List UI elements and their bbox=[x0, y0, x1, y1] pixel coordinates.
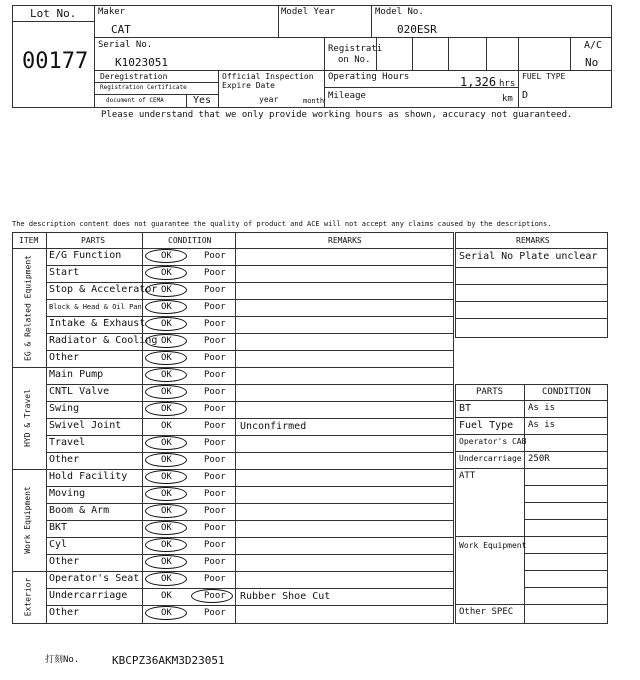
ok-option: OK bbox=[161, 489, 172, 499]
item-group-label: HYD & Travel bbox=[23, 389, 32, 447]
divider bbox=[570, 37, 571, 70]
deregistration-label: Deregistration bbox=[100, 72, 168, 81]
cema-label: document of CEMA bbox=[106, 97, 164, 104]
ok-selected-circle bbox=[145, 266, 187, 280]
part-name: Stop & Accelerator bbox=[49, 284, 158, 295]
item-group-label: Exterior bbox=[23, 577, 32, 616]
right-parts-header: PARTS bbox=[476, 387, 504, 397]
divider bbox=[12, 21, 94, 22]
part-name: Operator's Seat bbox=[49, 573, 140, 584]
ok-selected-circle bbox=[145, 487, 187, 501]
ok-selected-circle bbox=[145, 317, 187, 331]
divider bbox=[324, 37, 325, 108]
right-part-name: Operator's CAB bbox=[459, 437, 527, 446]
ac-label: A/C bbox=[584, 40, 603, 51]
part-name: Travel bbox=[49, 437, 86, 448]
right-row-divider bbox=[455, 434, 608, 435]
right-row-divider bbox=[524, 553, 608, 554]
row-divider bbox=[46, 350, 454, 351]
model-no-value: 020ESR bbox=[397, 23, 437, 36]
ok-option: OK bbox=[161, 268, 172, 278]
divider bbox=[455, 248, 608, 249]
maker-label: Maker bbox=[98, 7, 126, 17]
divider bbox=[448, 37, 449, 70]
ok-selected-circle bbox=[145, 453, 187, 467]
right-row-divider bbox=[524, 536, 608, 537]
right-row-divider bbox=[524, 485, 608, 486]
right-row-divider bbox=[524, 570, 608, 571]
ok-option: OK bbox=[161, 472, 172, 482]
ok-selected-circle bbox=[145, 504, 187, 518]
divider bbox=[94, 82, 218, 83]
divider bbox=[46, 232, 47, 624]
inspection-label-2: Expire Date bbox=[222, 81, 275, 90]
ok-selected-circle bbox=[145, 606, 187, 620]
poor-option: Poor bbox=[204, 404, 226, 414]
description-notice: The description content does not guarantee the quality of product and ACE will not accept any claims caused by the descriptions. bbox=[12, 220, 552, 228]
ac-value: No bbox=[585, 56, 599, 69]
divider bbox=[455, 267, 608, 268]
row-divider bbox=[46, 333, 454, 334]
row-divider bbox=[46, 418, 454, 419]
row-divider bbox=[12, 367, 454, 368]
item-header: ITEM bbox=[19, 236, 39, 245]
part-name: Radiator & Cooling bbox=[49, 335, 158, 346]
poor-option: Poor bbox=[204, 489, 226, 499]
ok-selected-circle bbox=[145, 572, 187, 586]
divider bbox=[186, 94, 187, 108]
operating-hours-label: Operating Hours bbox=[328, 72, 410, 82]
divider bbox=[486, 37, 487, 70]
poor-option: Poor bbox=[204, 523, 226, 533]
right-row-divider bbox=[455, 417, 608, 418]
part-name: Swivel Joint bbox=[49, 420, 122, 431]
row-divider bbox=[12, 571, 454, 572]
part-name: Intake & Exhaust bbox=[49, 318, 146, 329]
divider bbox=[12, 248, 454, 249]
poor-option: Poor bbox=[204, 438, 226, 448]
ok-selected-circle bbox=[145, 402, 187, 416]
divider bbox=[278, 5, 279, 37]
ok-selected-circle bbox=[145, 368, 187, 382]
cema-value: Yes bbox=[193, 95, 212, 106]
row-divider bbox=[46, 401, 454, 402]
ok-option: OK bbox=[161, 421, 172, 431]
hours-notice: Please understand that we only provide working hours as shown, accuracy not guaranteed. bbox=[101, 110, 573, 120]
ok-option: OK bbox=[161, 319, 172, 329]
ok-selected-circle bbox=[145, 334, 187, 348]
row-divider bbox=[46, 588, 454, 589]
ok-selected-circle bbox=[145, 538, 187, 552]
divider bbox=[94, 5, 95, 108]
ok-option: OK bbox=[161, 523, 172, 533]
divider bbox=[518, 37, 519, 108]
right-row-divider bbox=[455, 451, 608, 452]
serial-label: Serial No. bbox=[98, 40, 153, 50]
part-name: Boom & Arm bbox=[49, 505, 110, 516]
ok-option: OK bbox=[161, 302, 172, 312]
right-row-divider bbox=[524, 604, 608, 605]
poor-option: Poor bbox=[204, 455, 226, 465]
poor-option: Poor bbox=[204, 285, 226, 295]
item-group-label: EG & Related Equipment bbox=[23, 254, 32, 361]
row-divider bbox=[46, 452, 454, 453]
lot-label: Lot No. bbox=[30, 7, 77, 20]
ok-option: OK bbox=[161, 591, 172, 601]
ok-selected-circle bbox=[145, 283, 187, 297]
footer-label: 打刻No. bbox=[45, 655, 80, 665]
part-name: CNTL Valve bbox=[49, 386, 110, 397]
part-name: Start bbox=[49, 267, 80, 278]
ok-selected-circle bbox=[145, 300, 187, 314]
ok-option: OK bbox=[161, 353, 172, 363]
row-divider bbox=[46, 316, 454, 317]
ok-option: OK bbox=[161, 438, 172, 448]
right-row-divider bbox=[524, 519, 608, 520]
right-remarks-title: REMARKS bbox=[516, 236, 550, 245]
maker-value: CAT bbox=[111, 23, 131, 36]
divider bbox=[412, 37, 413, 70]
ok-option: OK bbox=[161, 404, 172, 414]
divider bbox=[94, 37, 612, 38]
ok-selected-circle bbox=[145, 470, 187, 484]
poor-selected-circle bbox=[191, 589, 233, 603]
km-unit: km bbox=[502, 94, 513, 104]
ok-selected-circle bbox=[145, 436, 187, 450]
ok-option: OK bbox=[161, 574, 172, 584]
poor-option: Poor bbox=[204, 336, 226, 346]
part-name: Main Pump bbox=[49, 369, 104, 380]
row-divider bbox=[12, 469, 454, 470]
poor-option: Poor bbox=[204, 608, 226, 618]
poor-option: Poor bbox=[204, 319, 226, 329]
poor-option: Poor bbox=[204, 370, 226, 380]
ok-option: OK bbox=[161, 387, 172, 397]
poor-option: Poor bbox=[204, 472, 226, 482]
work-equipment-label: Work Equipment bbox=[459, 541, 527, 550]
divider bbox=[524, 384, 525, 624]
poor-option: Poor bbox=[204, 557, 226, 567]
poor-option: Poor bbox=[204, 251, 226, 261]
section-divider bbox=[455, 604, 524, 605]
condition-header: CONDITION bbox=[168, 236, 212, 245]
right-row-divider bbox=[524, 502, 608, 503]
right-part-condition: As is bbox=[528, 420, 556, 430]
right-condition-header: CONDITION bbox=[542, 387, 591, 397]
row-divider bbox=[46, 605, 454, 606]
month-label: month bbox=[303, 97, 325, 105]
ok-selected-circle bbox=[145, 521, 187, 535]
divider bbox=[324, 70, 612, 71]
part-name: Block & Head & Oil Pan bbox=[49, 303, 142, 311]
registration-label-2: on No. bbox=[338, 55, 371, 65]
poor-option: Poor bbox=[204, 591, 226, 601]
fuel-type-value: D bbox=[522, 90, 529, 101]
ok-option: OK bbox=[161, 557, 172, 567]
poor-option: Poor bbox=[204, 506, 226, 516]
ok-option: OK bbox=[161, 506, 172, 516]
divider bbox=[455, 284, 608, 285]
right-part-name: Undercarriage bbox=[459, 454, 522, 463]
right-row-divider bbox=[524, 587, 608, 588]
model-year-label: Model Year bbox=[281, 7, 336, 17]
ok-option: OK bbox=[161, 370, 172, 380]
part-name: Swing bbox=[49, 403, 80, 414]
part-name: Other bbox=[49, 454, 80, 465]
att-label: ATT bbox=[459, 471, 476, 481]
ok-option: OK bbox=[161, 285, 172, 295]
ok-option: OK bbox=[161, 455, 172, 465]
right-part-name: Fuel Type bbox=[459, 420, 514, 431]
divider bbox=[455, 318, 608, 319]
row-divider bbox=[46, 299, 454, 300]
ok-option: OK bbox=[161, 540, 172, 550]
poor-option: Poor bbox=[204, 353, 226, 363]
right-row-divider bbox=[455, 400, 608, 401]
lot-number: 00177 bbox=[22, 49, 89, 74]
poor-option: Poor bbox=[204, 421, 226, 431]
model-no-label: Model No. bbox=[375, 7, 424, 17]
section-divider bbox=[455, 536, 524, 537]
right-part-condition: As is bbox=[528, 403, 556, 413]
row-divider bbox=[46, 503, 454, 504]
part-name: Moving bbox=[49, 488, 86, 499]
row-divider bbox=[46, 520, 454, 521]
poor-option: Poor bbox=[204, 387, 226, 397]
row-divider bbox=[46, 384, 454, 385]
row-divider bbox=[46, 435, 454, 436]
part-name: Other bbox=[49, 607, 80, 618]
right-row-divider bbox=[455, 468, 608, 469]
part-name: BKT bbox=[49, 522, 68, 533]
ok-option: OK bbox=[161, 251, 172, 261]
other-spec-label: Other SPEC bbox=[459, 607, 514, 617]
divider bbox=[371, 5, 372, 37]
ok-selected-circle bbox=[145, 385, 187, 399]
poor-option: Poor bbox=[204, 574, 226, 584]
part-name: Hold Facility bbox=[49, 471, 128, 482]
operating-hours-value: 1,326 bbox=[460, 75, 497, 89]
row-divider bbox=[46, 537, 454, 538]
divider bbox=[235, 232, 236, 624]
row-divider bbox=[46, 486, 454, 487]
remarks-header: REMARKS bbox=[328, 236, 362, 245]
row-divider bbox=[46, 554, 454, 555]
right-part-name: BT bbox=[459, 403, 472, 414]
poor-option: Poor bbox=[204, 268, 226, 278]
part-name: Cyl bbox=[49, 539, 68, 550]
part-name: Other bbox=[49, 556, 80, 567]
poor-option: Poor bbox=[204, 540, 226, 550]
row-divider bbox=[46, 282, 454, 283]
divider bbox=[455, 301, 608, 302]
ok-option: OK bbox=[161, 336, 172, 346]
registration-label-1: Registrati bbox=[328, 44, 383, 54]
divider bbox=[218, 70, 219, 108]
mileage-label: Mileage bbox=[328, 91, 366, 101]
right-remarks-line: Serial No Plate unclear bbox=[459, 251, 598, 262]
hrs-unit: hrs bbox=[499, 79, 516, 89]
parts-header: PARTS bbox=[81, 236, 106, 245]
part-name: Undercarriage bbox=[49, 590, 128, 601]
footer-value: KBCPZ36AKM3D23051 bbox=[112, 654, 225, 667]
ok-selected-circle bbox=[145, 249, 187, 263]
ok-selected-circle bbox=[145, 555, 187, 569]
part-name: Other bbox=[49, 352, 80, 363]
row-remark: Rubber Shoe Cut bbox=[240, 591, 331, 602]
fuel-type-label: FUEL TYPE bbox=[522, 72, 566, 81]
row-remark: Unconfirmed bbox=[240, 421, 307, 432]
part-name: E/G Function bbox=[49, 250, 122, 261]
serial-value: K1023051 bbox=[115, 56, 168, 69]
reg-cert-label: Registration Certificate bbox=[100, 84, 187, 91]
year-label: year bbox=[259, 95, 279, 104]
item-group-label: Work Equipment bbox=[23, 486, 32, 554]
ok-selected-circle bbox=[145, 351, 187, 365]
ok-option: OK bbox=[161, 608, 172, 618]
poor-option: Poor bbox=[204, 302, 226, 312]
right-part-condition: 250R bbox=[528, 454, 550, 464]
row-divider bbox=[46, 265, 454, 266]
divider bbox=[94, 70, 324, 71]
inspection-label-1: Official Inspection bbox=[222, 72, 314, 81]
